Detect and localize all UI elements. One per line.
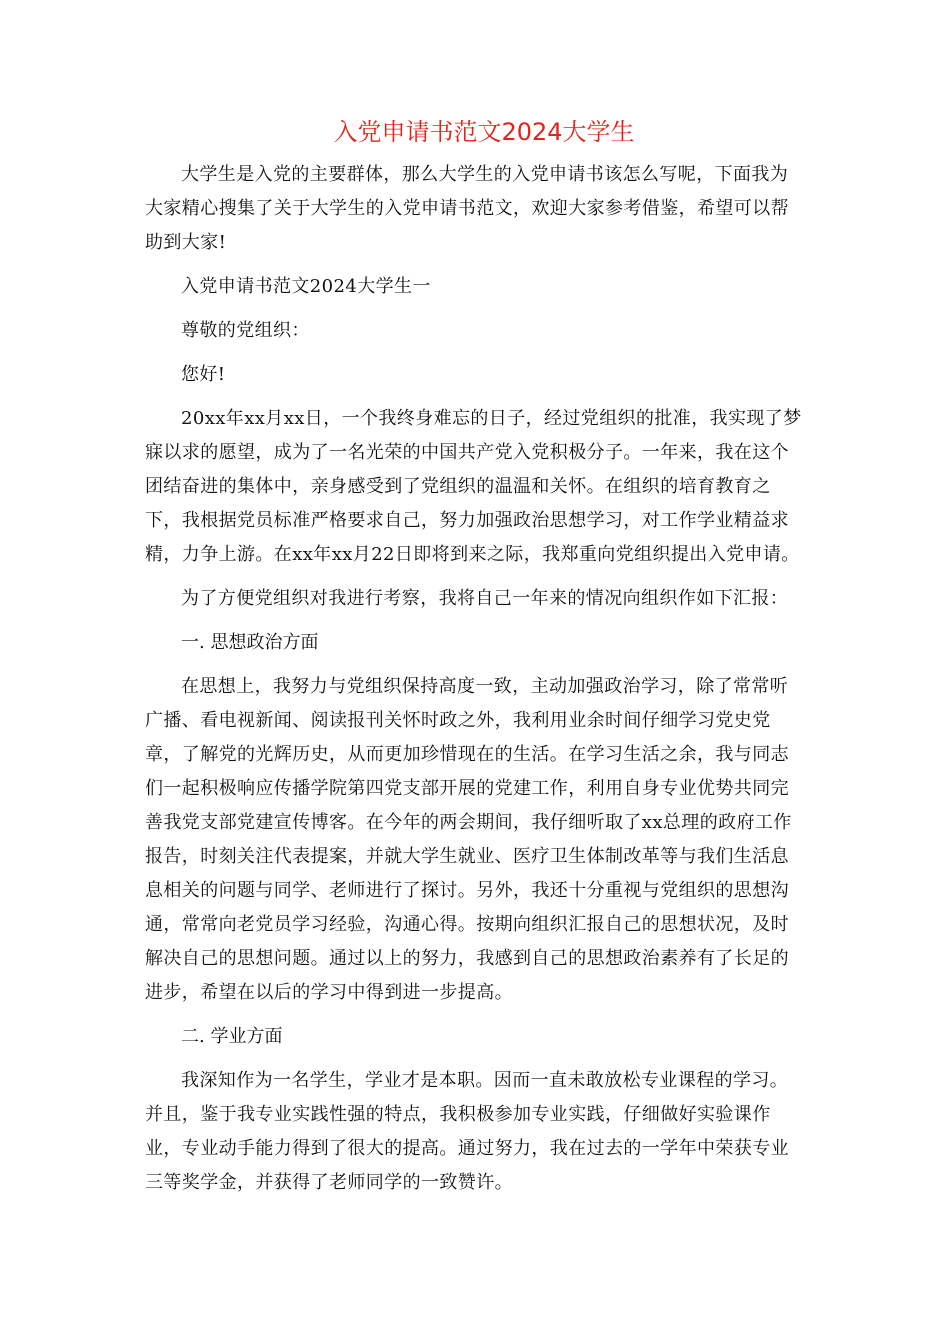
section-title-line: 入党申请书范文2024大学生一 [181, 276, 431, 297]
salutation: 尊敬的党组织： [181, 320, 310, 341]
body-paragraph-2: 为了方便党组织对我进行考察，我将自己一年来的情况向组织作如下汇报： [181, 588, 789, 609]
body-paragraph-4: 我深知作为一名学生，学业才是本职。因而一直未敢放松专业课程的学习。并且，鉴于我专业实践性强的特点，我积极参加专业实践，仔细做好实验课作业，专业动手能力得到了很大的提高。通过努力，我在过去的一学年中荣获专业三等奖学金，并获得了老师同学的一致赞许。 [145, 1070, 789, 1193]
document-page [145, 112, 805, 1200]
intro-paragraph: 大学生是入党的主要群体，那么大学生的入党申请书该怎么写呢，下面我为大家精心搜集了关于大学生的入党申请书范文，欢迎大家参考借鉴，希望可以帮助到大家! [145, 164, 789, 253]
greeting: 您好! [181, 364, 226, 385]
document-title: 入党申请书范文2024大学生 [333, 118, 635, 146]
subheading-ideology: 一. 思想政治方面 [181, 632, 319, 653]
subheading-academics: 二. 学业方面 [181, 1026, 283, 1047]
body-paragraph-3: 在思想上，我努力与党组织保持高度一致，主动加强政治学习，除了常常听广播、看电视新闻、阅读报刊关怀时政之外，我利用业余时间仔细学习党史党章，了解党的光辉历史，从而更加珍惜现在的生活。在学习生活之余，我与同志们一起积极响应传播学院第四党支部开展的党建工作，利用自身专业优势共同完善我党支部党建宣传博客。在今年的两会期间，我仔细听取了xx总理的政府工作报告，时刻关注代表提案，并就大学生就业、医疗卫生体制改革等与我们生活息息相关的问题与同学、老师进行了探讨。另外，我还十分重视与党组织的思想沟通，常常向老党员学习经验，沟通心得。按期向组织汇报自己的思想状况，及时解决自己的思想问题。通过以上的努力，我感到自己的思想政治素养有了长足的进步，希望在以后的学习中得到进一步提高。 [145, 676, 792, 1003]
body-paragraph-1: 20xx年xx月xx日，一个我终身难忘的日子，经过党组织的批准，我实现了梦寐以求的愿望，成为了一名光荣的中国共产党入党积极分子。一年来，我在这个团结奋进的集体中，亲身感受到了党组织的温温和关怀。在组织的培育教育之下，我根据党员标准严格要求自己，努力加强政治思想学习，对工作学业精益求精，力争上游。在xx年xx月22日即将到来之际，我郑重向党组织提出入党申请。 [145, 408, 802, 565]
